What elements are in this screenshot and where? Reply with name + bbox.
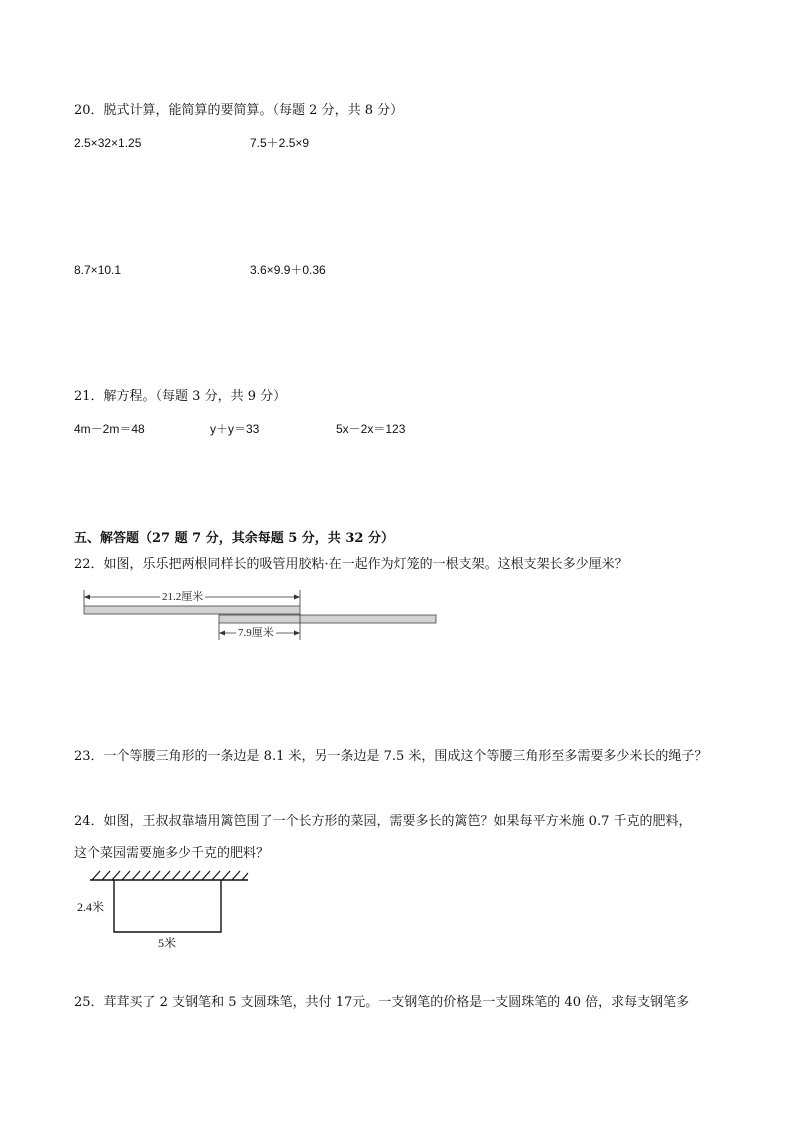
q20-expr-3: 8.7×10.1 <box>74 263 122 277</box>
q22-straw-diagram <box>80 586 440 642</box>
q20-title: 20．脱式计算，能简算的要简算。（每题 2 分，共 8 分） <box>74 103 404 118</box>
q21-eq-1: 4m－2m＝48 <box>74 422 145 436</box>
q20-expr-4: 3.6×9.9＋0.36 <box>250 263 326 277</box>
q22-text: 22．如图，乐乐把两根同样长的吸管用胶粘·在一起作为灯笼的一根支架。这根支架长多少厘米？ <box>74 557 628 572</box>
q21-eq-2: y＋y＝33 <box>210 422 260 436</box>
q24-line2: 这个菜园需要施多少千克的肥料？ <box>74 846 270 861</box>
q23-text: 23．一个等腰三角形的一条边是 8.1 米，另一条边是 7.5 米，围成这个等腰三角形至多需要多少米长的绳子？ <box>74 749 708 764</box>
q22-label-overlap: 7.9厘米 <box>238 627 274 639</box>
q24-label-length: 5米 <box>158 936 177 950</box>
q24-garden-diagram <box>74 866 254 956</box>
q20-expr-1: 2.5×32×1.25 <box>74 136 142 150</box>
q21-eq-3: 5x－2x＝123 <box>336 422 406 436</box>
q24-label-width: 2.4米 <box>77 900 105 914</box>
q20-expr-2: 7.5＋2.5×9 <box>250 136 310 150</box>
q21-title: 21．解方程。（每题 3 分，共 9 分） <box>74 389 287 404</box>
q24-line1: 24．如图，王叔叔靠墙用篱笆围了一个长方形的菜园，需要多长的篱笆？如果每平方米施 0.7 千克的肥料， <box>74 814 692 829</box>
q25-text: 25．茸茸买了 2 支钢笔和 5 支圆珠笔，共付 17元。一支钢笔的价格是一支圆珠笔的 40 倍，求每支钢笔多 <box>74 995 690 1010</box>
q22-label-total: 21.2厘米 <box>162 591 204 603</box>
section5-title: 五、解答题（27 题 7 分，其余每题 5 分，共 32 分） <box>74 531 394 546</box>
